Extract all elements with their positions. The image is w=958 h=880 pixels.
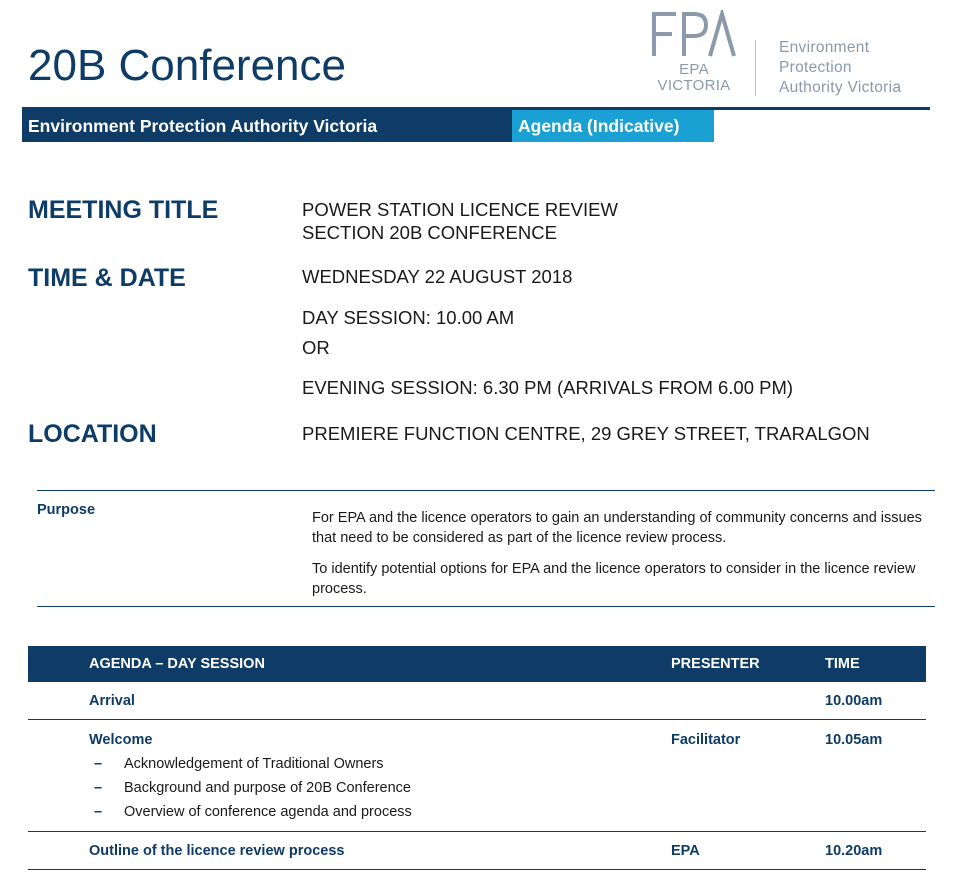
agenda-subitem-text: Background and purpose of 20B Conference [124, 780, 411, 796]
agenda-item: Welcome [89, 732, 153, 748]
table-row [28, 682, 926, 720]
table-row [28, 832, 926, 870]
epa-logo-text [650, 62, 738, 94]
agenda-presenter: Facilitator [671, 732, 741, 748]
agenda-subitem-text: Overview of conference agenda and process [124, 804, 412, 820]
meeting-date: WEDNESDAY 22 AUGUST 2018 [302, 266, 573, 287]
meeting-title-label: MEETING TITLE [28, 196, 219, 224]
table-row [28, 720, 926, 832]
agenda-subitem-text: Acknowledgement of Traditional Owners [124, 756, 384, 772]
logo-line-1: EPA [679, 61, 709, 78]
agenda-subitem [94, 780, 411, 796]
presenter-header: PRESENTER [671, 656, 760, 672]
agenda-subitem [94, 756, 384, 772]
logo-name-line: Environment [779, 39, 870, 56]
meeting-title-line: SECTION 20B CONFERENCE [302, 222, 557, 243]
time-date-label: TIME & DATE [28, 264, 186, 292]
purpose-label: Purpose [37, 502, 96, 518]
logo-divider [755, 40, 756, 96]
dash-bullet: – [94, 756, 103, 772]
logo-line-2: VICTORIA [657, 76, 731, 94]
agenda-table [28, 646, 926, 870]
header-band [22, 110, 714, 142]
organisation-band: Environment Protection Authority Victoria [22, 110, 512, 142]
dash-bullet: – [94, 780, 103, 796]
evening-session: EVENING SESSION: 6.30 PM (ARRIVALS FROM 6.00 PM) [302, 377, 794, 398]
agenda-subitem [94, 804, 412, 820]
logo-name-line: Protection [779, 59, 852, 76]
day-session: DAY SESSION: 10.00 AM [302, 307, 515, 328]
location-value: PREMIERE FUNCTION CENTRE, 29 GREY STREET, TRARALGON [302, 423, 870, 444]
logo-org-name [779, 38, 901, 98]
purpose-bottom-rule [37, 606, 935, 607]
agenda-item: Arrival [89, 693, 135, 709]
agenda-time: 10.05am [825, 732, 883, 748]
meeting-title-line: POWER STATION LICENCE REVIEW [302, 199, 618, 220]
time-header: TIME [825, 656, 860, 672]
meeting-title-value [302, 198, 618, 244]
document-type-band: Agenda (Indicative) [512, 110, 714, 142]
location-label: LOCATION [28, 420, 157, 448]
agenda-header-row [28, 646, 926, 682]
document-title: 20B Conference [28, 41, 346, 90]
logo-name-line: Authority Victoria [779, 79, 902, 96]
agenda-item-header: AGENDA – DAY SESSION [89, 656, 265, 672]
agenda-time: 10.00am [825, 693, 883, 709]
purpose-top-rule [37, 490, 935, 491]
purpose-paragraph: For EPA and the licence operators to gain an understanding of community concerns and issues that need to be considered as part of the licence review process. [312, 510, 922, 546]
epa-logo-mark [650, 10, 738, 58]
dash-bullet: – [94, 804, 103, 820]
agenda-item: Outline of the licence review process [89, 843, 345, 859]
epa-logo [650, 10, 940, 100]
purpose-paragraph: To identify potential options for EPA and the licence operators to consider in the licence review process. [312, 561, 916, 597]
session-or: OR [302, 337, 330, 358]
agenda-presenter: EPA [671, 843, 700, 859]
agenda-time: 10.20am [825, 843, 883, 859]
